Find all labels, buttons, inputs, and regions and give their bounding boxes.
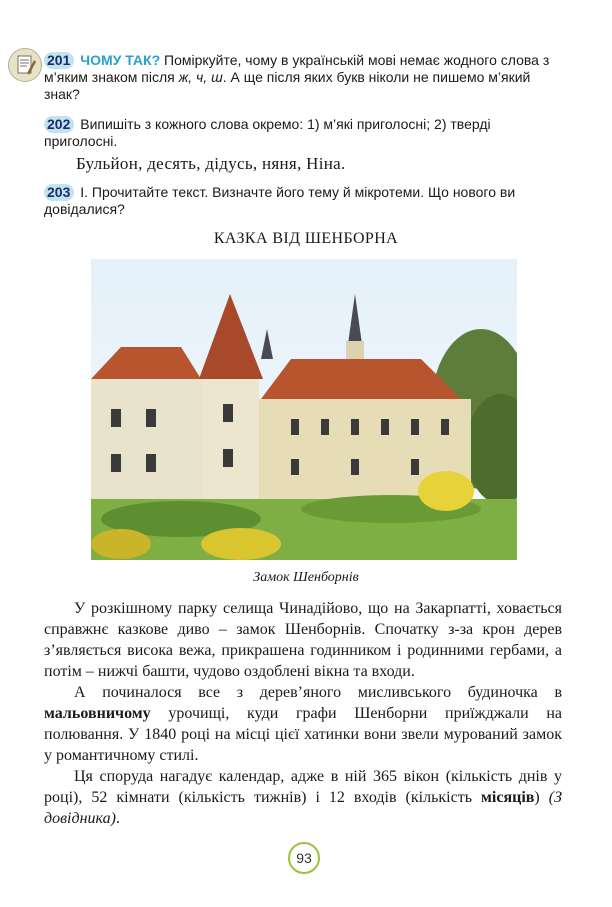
- notebook-pencil-icon: [8, 48, 42, 82]
- text-title: КАЗКА ВІД ШЕНБОРНА: [213, 230, 399, 247]
- bold-word: місяців: [481, 789, 535, 806]
- text-run: урочищі, куди графи Шенборни приїжджали на полювання. У 1840 році на місці цієї хатинки вони звели мурований замок у романтичному стилі.: [44, 705, 562, 764]
- reading-text: [44, 598, 562, 829]
- paragraph-3: [44, 766, 562, 829]
- exercise-label: ЧОМУ ТАК?: [80, 52, 161, 68]
- castle-photo: [91, 259, 517, 560]
- exercise-201: [44, 52, 564, 103]
- letters: ж, ч, ш: [178, 69, 223, 85]
- page-number: 93: [288, 842, 320, 874]
- exercise-202: [44, 116, 564, 150]
- text-run: Ця споруда нагадує календар, адже в ній 365 вікон (кількість днів у році), 52 кімнати (кількість тижнів) і 12 входів (кількість: [44, 768, 562, 806]
- exercise-text-2: . А ще після яких букв ніколи не пишемо м’який знак?: [44, 69, 531, 102]
- exercise-number: 201: [44, 52, 74, 69]
- bold-word: мальовничому: [44, 705, 151, 722]
- exercise-number: 202: [44, 116, 74, 133]
- exercise-text: І. Прочитайте текст. Визначте його тему й мікротеми. Що нового ви довідалися?: [44, 184, 516, 217]
- exercise-text: Випишіть з кожного слова окремо: 1) м’які приголосні; 2) тверді приголосні.: [44, 116, 491, 149]
- paragraph-1: У розкішному парку селища Чинадійово, що на Закарпатті, ховається справжнє казкове диво – замок Шенборнів. Спочатку з-за крон дерев з’являється висока вежа, прикрашена годинником і родинними гербами, а потім – нижчі башти, чудово оздоблені вікна та входи.: [44, 600, 562, 680]
- text-run: ): [534, 789, 549, 806]
- paragraph-2: [44, 682, 562, 766]
- exercise-203: [44, 184, 564, 218]
- text-run: А починалося все з дерев’яного мисливського будиночка в: [74, 684, 562, 701]
- word-list: Бульйон, десять, дідусь, няня, Ніна.: [76, 154, 346, 173]
- source-note: (З довідника): [44, 789, 562, 827]
- photo-caption: Замок Шенборнів: [253, 570, 359, 585]
- exercise-number: 203: [44, 184, 74, 201]
- exercise-text: Поміркуйте, чому в українській мові немає жодного слова з м’яким знаком після: [44, 52, 550, 85]
- text-run: .: [115, 810, 120, 827]
